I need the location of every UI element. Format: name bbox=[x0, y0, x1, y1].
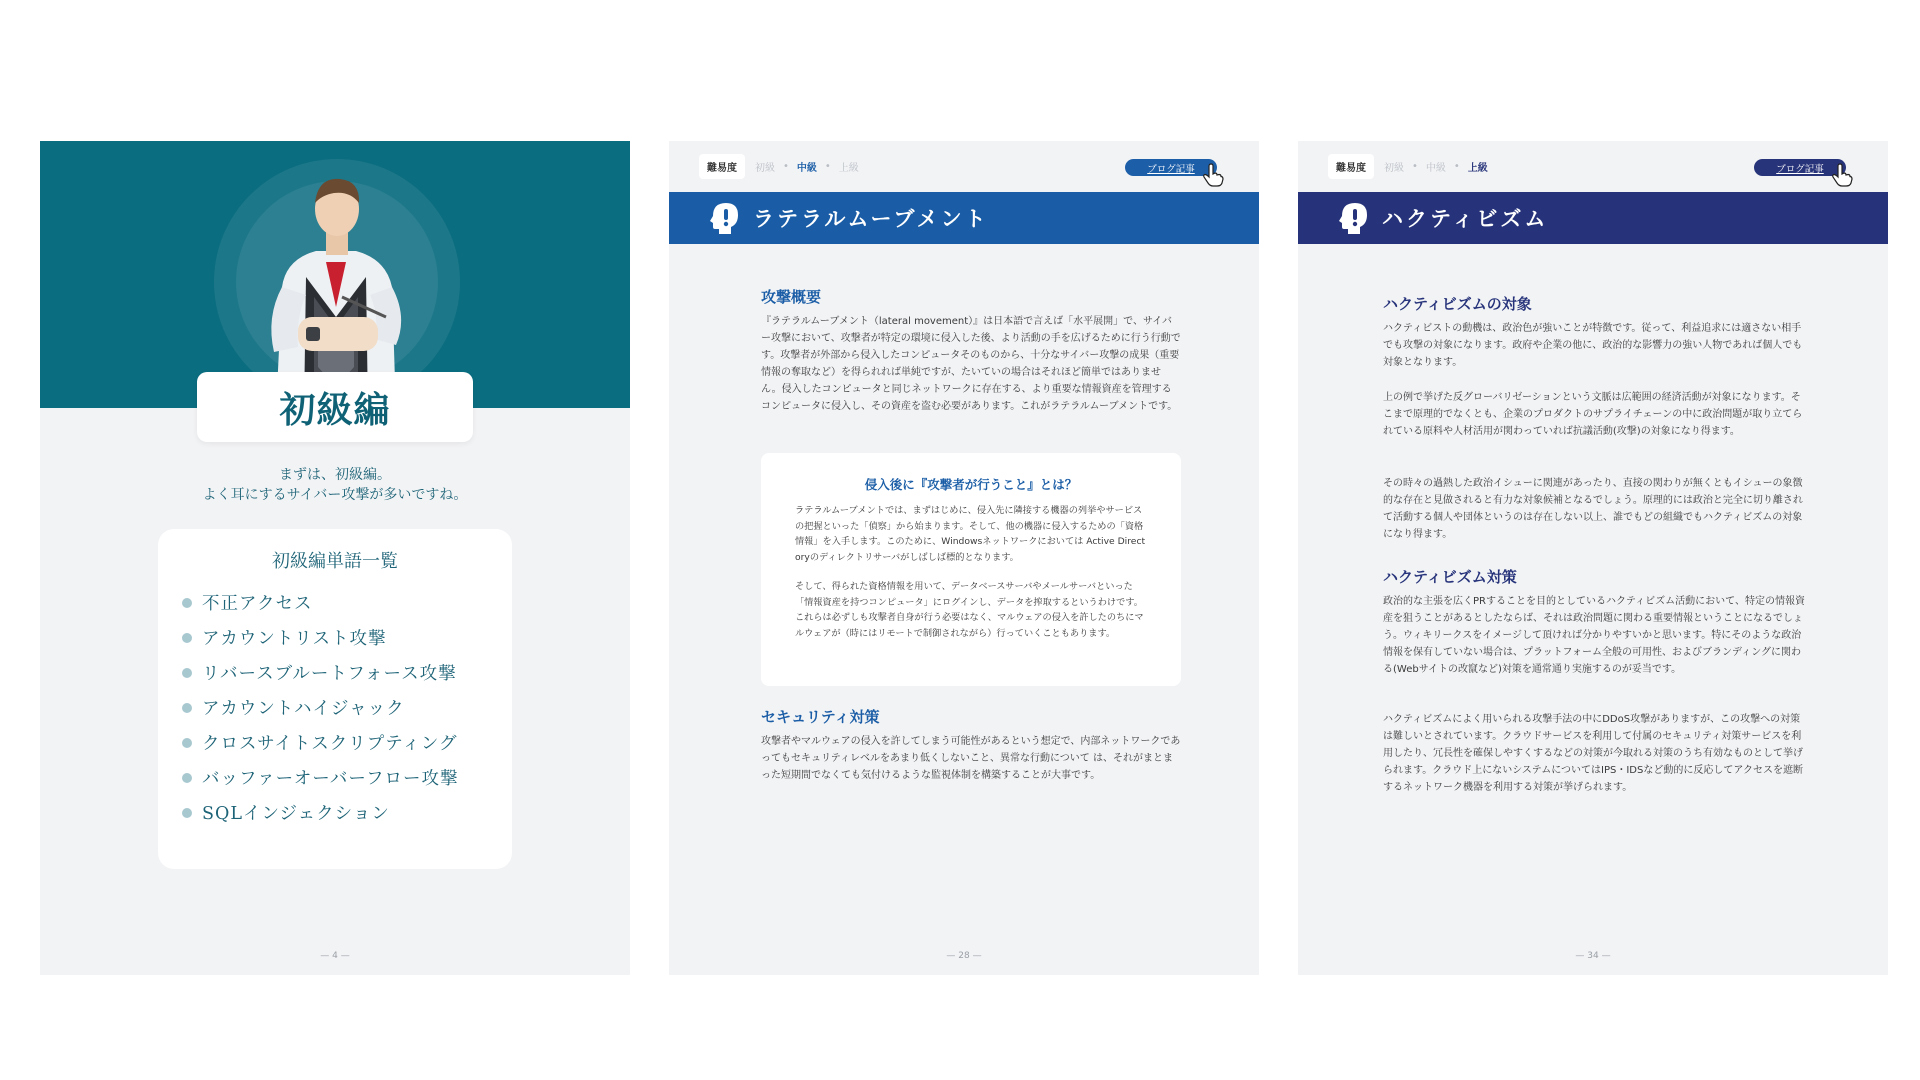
term-label: SQLインジェクション bbox=[202, 804, 390, 824]
bullet-icon bbox=[182, 808, 192, 818]
callout-text: そして、得られた資格情報を用いて、データベースサーバやメールサーバといった「情報資産を持つコンピュータ」にログインし、データを搾取するというわけです。これらは必ずしも攻撃者自身が行う必要はなく、マルウェアの侵入を許したのちにマルウェアが（時にはリモートで制御されながら）行っていくこともあります。 bbox=[795, 581, 1144, 639]
term-label: リバースブルートフォース攻撃 bbox=[202, 664, 457, 684]
section-text: 上の例で挙げた反グローバリゼーションという文脈は広範囲の経済活動が対象になります。そこまで原理的でなくとも、企業のプロダクトのサプライチェーンの中に政治問題が取り立てられている原料や人材活用が関わっていれば抗議活動(攻撃)の対象になり得ます。 bbox=[1383, 392, 1803, 437]
pointer-hand-icon bbox=[1202, 163, 1224, 187]
callout-title: 侵入後に『攻撃者が行うこと』とは？ bbox=[864, 477, 1078, 492]
bullet-icon bbox=[182, 703, 192, 713]
term-label: アカウントハイジャック bbox=[202, 699, 405, 719]
page-hacktivism bbox=[1298, 141, 1888, 975]
separator-dot: • bbox=[824, 160, 831, 172]
term-label: アカウントリスト攻撃 bbox=[202, 629, 387, 649]
term-item[interactable] bbox=[182, 655, 459, 690]
section-heading: 攻撃概要 bbox=[761, 288, 822, 306]
bullet-icon bbox=[182, 633, 192, 643]
page-title: ラテラルムーブメント bbox=[753, 207, 989, 231]
difficulty-label: 難易度 bbox=[699, 154, 745, 179]
bullet-icon bbox=[182, 738, 192, 748]
intro-line: まずは、初級編。 bbox=[279, 467, 391, 483]
term-item[interactable] bbox=[182, 585, 459, 620]
bullet-icon bbox=[182, 668, 192, 678]
difficulty-indicator bbox=[699, 153, 859, 179]
level-intermediate: 中級 bbox=[1425, 162, 1446, 174]
intro-line: よく耳にするサイバー攻撃が多いですね。 bbox=[202, 487, 468, 503]
page-number: — 28 — bbox=[946, 951, 982, 961]
level-advanced: 上級 bbox=[1467, 162, 1488, 174]
term-item[interactable] bbox=[182, 725, 459, 760]
page-title: ハクティビズム bbox=[1382, 207, 1549, 231]
title-bar bbox=[669, 192, 1259, 244]
pointer-hand-icon bbox=[1831, 163, 1853, 187]
section-heading: ハクティビズム対策 bbox=[1383, 568, 1517, 586]
blog-article-button[interactable]: ブログ記事 bbox=[1754, 159, 1846, 176]
term-item[interactable] bbox=[182, 760, 459, 795]
separator-dot: • bbox=[783, 160, 789, 172]
difficulty-label: 難易度 bbox=[1328, 154, 1374, 179]
term-label: バッファーオーバーフロー攻撃 bbox=[202, 769, 459, 789]
page-lateral-movement bbox=[669, 141, 1259, 975]
hero-banner bbox=[40, 141, 630, 408]
section-heading: ハクティビズムの対象 bbox=[1383, 295, 1532, 313]
term-label: 不正アクセス bbox=[202, 594, 313, 614]
level-intermediate: 中級 bbox=[796, 162, 817, 174]
term-label: クロスサイトスクリプティング bbox=[202, 734, 458, 754]
page-beginner-cover bbox=[40, 141, 630, 975]
section-heading: セキュリティ対策 bbox=[761, 708, 880, 726]
term-item[interactable] bbox=[182, 690, 459, 725]
section-text: 攻撃者やマルウェアの侵入を許してしまう可能性があるという想定で、内部ネットワークであってもセキュリティレベルをあまり低くしないこと、異常な行動について は、それがまとまった短期間でなくても気付けるような監視体制を構築することが大事です。 bbox=[761, 736, 1181, 781]
section-text: ハクティビストの動機は、政治色が強いことが特徴です。従って、利益追求には適さない相手でも攻撃の対象になります。政府や企業の他に、政治的な影響力の強い人物であれば個人でも対象となります。 bbox=[1383, 323, 1803, 368]
level-beginner: 初級 bbox=[1384, 162, 1404, 174]
difficulty-indicator bbox=[1328, 153, 1488, 179]
term-item[interactable] bbox=[182, 620, 459, 655]
separator-dot: • bbox=[1453, 160, 1460, 172]
section-text: ハクティビズムによく用いられる攻撃手法の中にDDoS攻撃がありますが、この攻撃への対策は難しいとされています。クラウドサービスを利用して付属のセキュリティ対策サービスを利用したり、冗長性を確保しやすくするなどの対策が今取れる対策のうち有効なものとして挙げられます。クラウド上にないシステムについてはIPS・IDSなど動的に反応してアクセスを遮断するネットワーク機器を利用する対策が挙げられます。 bbox=[1383, 714, 1804, 793]
level-advanced: 上級 bbox=[838, 162, 859, 174]
term-list bbox=[182, 585, 459, 830]
blog-article-button[interactable]: ブログ記事 bbox=[1125, 159, 1217, 176]
page-number: — 34 — bbox=[1575, 951, 1611, 961]
section-text: その時々の過熱した政治イシューに関連があったり、直接の関わりが無くともイシューの象徴的な存在と見做されると有力な対象候補となるでしょう。原理的には政治と完全に切り離されて活動する個人や団体というのは存在しない以上、誰でもどの組織でもハクティビズムの対象になり得ます。 bbox=[1383, 478, 1803, 540]
alert-head-icon bbox=[1338, 201, 1370, 235]
term-list-title: 初級編単語一覧 bbox=[272, 551, 398, 572]
callout-text: ラテラルムーブメントでは、まずはじめに、侵入先に隣接する機器の列挙やサービスの把握といった「偵察」から始まります。そして、他の機器に侵入するための「資格情報」を入手します。このために、Windowsネットワークにおいては Active Directoryのディレクトリサーバがしばしば標的となります。 bbox=[795, 505, 1146, 563]
title-bar bbox=[1298, 192, 1888, 244]
bullet-icon bbox=[182, 773, 192, 783]
callout-box bbox=[761, 453, 1181, 686]
section-text: 政治的な主張を広くPRすることを目的としているハクティビズム活動において、特定の情報資産を狙うことがあるとしたならば、それは政治問題に関わる重要情報ということになるでしょう。ウィキリークスをイメージして頂ければ分かりやすいかと思います。特にそのような政治情報を保有していない場合は、プラットフォーム全般の可用性、およびブランディングに関わる(Webサイトの改竄など)対策を通常通り実施するのが妥当です。 bbox=[1383, 596, 1805, 675]
bullet-icon bbox=[182, 598, 192, 608]
page-number: — 4 — bbox=[320, 951, 350, 961]
level-beginner: 初級 bbox=[755, 162, 775, 174]
page-title: 初級編 bbox=[197, 372, 473, 442]
section-text: 『ラテラルムーブメント（lateral movement）』は日本語で言えば「水平展開」で、サイバー攻撃において、攻撃者が特定の環境に侵入した後、より活動の手を広げるために行う行動です。攻撃者が外部から侵入したコンピュータそのものから、十分なサイバー攻撃の成果（重要情報の奪取など）を得られれば単純ですが、たいていの場合はそれほど簡単ではありません。侵入したコンピュータと同じネットワークに存在する、より重要な情報資産を管理するコンピュータに侵入し、その資産を盗む必要があります。これがラテラルムーブメントです。 bbox=[761, 316, 1181, 412]
alert-head-icon bbox=[709, 201, 741, 235]
separator-dot: • bbox=[1412, 160, 1418, 172]
term-list-card bbox=[158, 529, 512, 869]
term-item[interactable] bbox=[182, 795, 459, 830]
intro-text bbox=[40, 465, 630, 505]
